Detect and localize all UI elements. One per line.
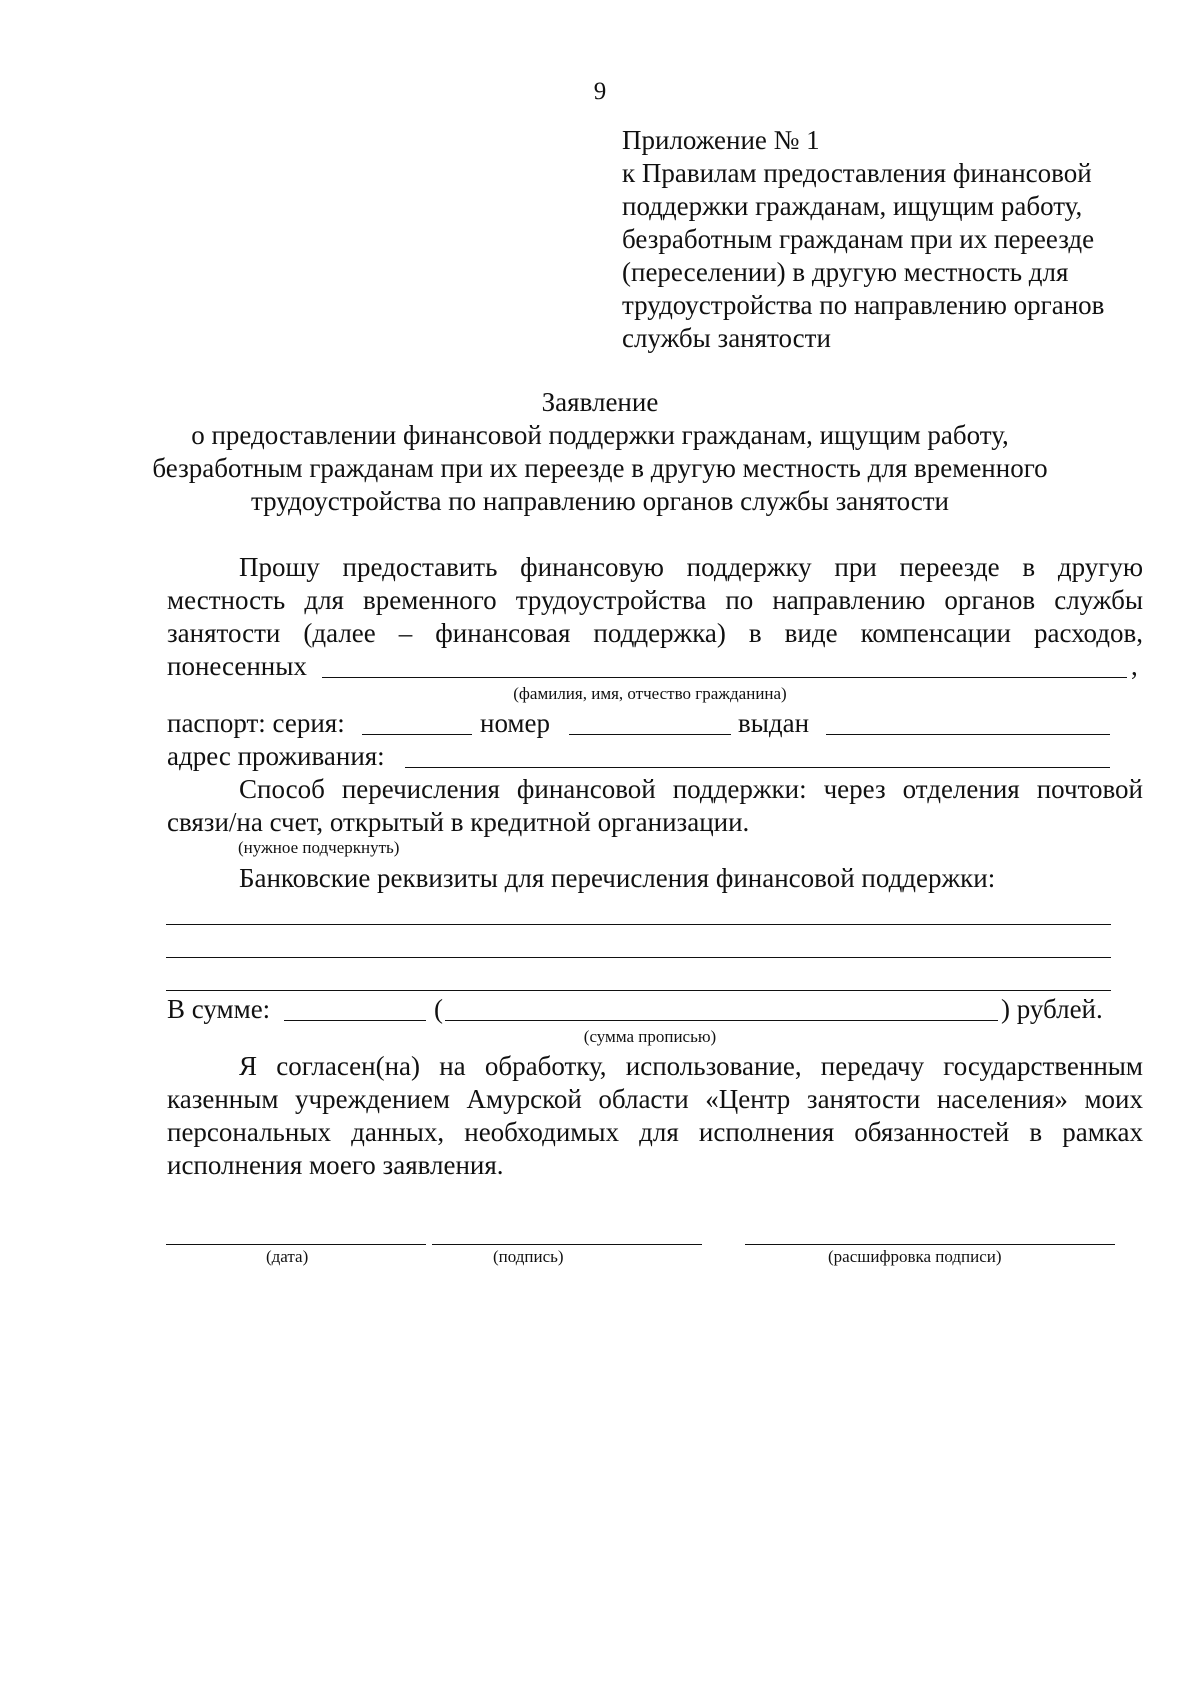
passport-issued-label: выдан — [738, 708, 810, 738]
consent-paragraph — [167, 1050, 1143, 1182]
bank-details-field-1[interactable] — [166, 924, 1111, 925]
title-line: о предоставлении финансовой поддержки гражданам, ищущим работу, — [191, 420, 1009, 450]
appendix-line: (переселении) в другую местность для — [622, 257, 1069, 287]
incurred-label: понесенных — [167, 651, 307, 681]
request-line: занятости (далее – финансовая поддержка) в виде компенсации расходов, — [167, 618, 1143, 648]
amount-words-field[interactable] — [445, 1020, 998, 1021]
full-name-caption: (фамилия, имя, отчество гражданина) — [513, 684, 787, 703]
date-field[interactable] — [166, 1244, 426, 1245]
consent-line: Я согласен(на) на обработку, использование, передачу государственным — [239, 1051, 1143, 1081]
bank-details-field-2[interactable] — [166, 957, 1111, 958]
payment-method-line: связи/на счет, открытый в кредитной организации. — [167, 807, 750, 837]
appendix-block — [622, 124, 1104, 355]
date-caption: (дата) — [266, 1247, 309, 1266]
title-line: безработным гражданам при их переезде в другую местность для временного — [152, 453, 1048, 483]
title-heading: Заявление — [541, 387, 659, 417]
amount-row — [167, 993, 1147, 1026]
page-number: 9 — [593, 78, 607, 105]
appendix-line: к Правилам предоставления финансовой — [622, 158, 1092, 188]
full-name-field[interactable] — [322, 677, 1127, 678]
consent-line: персональных данных, необходимых для исполнения обязанностей в рамках — [167, 1117, 1143, 1147]
passport-issued-field[interactable] — [826, 734, 1110, 735]
bank-details-field-3[interactable] — [166, 990, 1111, 991]
incurred-row — [167, 650, 1147, 683]
payment-method-line: Способ перечисления финансовой поддержки: через отделения почтовой — [239, 774, 1143, 804]
appendix-line: трудоустройства по направлению органов — [622, 290, 1105, 320]
passport-series-field[interactable] — [362, 734, 472, 735]
bank-details-label: Банковские реквизиты для перечисления финансовой поддержки: — [239, 863, 996, 893]
amount-open-paren: ( — [434, 994, 443, 1024]
amount-rubles-label: ) рублей. — [1001, 994, 1103, 1024]
appendix-line: Приложение № 1 — [622, 125, 820, 155]
request-line: местность для временного трудоустройства по направлению органов службы — [167, 585, 1143, 615]
signature-caption: (подпись) — [493, 1247, 564, 1266]
passport-series-label: паспорт: серия: — [167, 708, 345, 738]
decryption-caption: (расшифровка подписи) — [828, 1247, 1002, 1266]
amount-caption: (сумма прописью) — [583, 1027, 717, 1046]
consent-line: казенным учреждением Амурской области «Центр занятости населения» моих — [167, 1084, 1143, 1114]
payment-method-caption: (нужное подчеркнуть) — [238, 838, 400, 857]
address-label: адрес проживания: — [167, 741, 385, 771]
signature-field[interactable] — [432, 1244, 702, 1245]
appendix-line: безработным гражданам при их переезде — [622, 224, 1095, 254]
consent-line: исполнения моего заявления. — [167, 1150, 504, 1180]
bank-details-row — [239, 862, 1139, 895]
amount-label: В сумме: — [167, 994, 271, 1024]
address-row — [167, 740, 1147, 773]
address-field[interactable] — [405, 767, 1110, 768]
request-line: Прошу предоставить финансовую поддержку при переезде в другую — [239, 552, 1143, 582]
title-line: трудоустройства по направлению органов службы занятости — [250, 486, 950, 516]
payment-method-paragraph — [167, 773, 1143, 839]
signature-decryption-field[interactable] — [745, 1244, 1115, 1245]
appendix-line: службы занятости — [622, 323, 831, 353]
passport-number-field[interactable] — [569, 734, 731, 735]
incurred-comma: , — [1131, 651, 1138, 681]
document-title — [0, 386, 1200, 518]
request-paragraph — [167, 551, 1143, 650]
amount-digits-field[interactable] — [284, 1020, 426, 1021]
passport-row — [167, 707, 1147, 740]
appendix-line: поддержки гражданам, ищущим работу, — [622, 191, 1083, 221]
passport-number-label: номер — [480, 708, 551, 738]
